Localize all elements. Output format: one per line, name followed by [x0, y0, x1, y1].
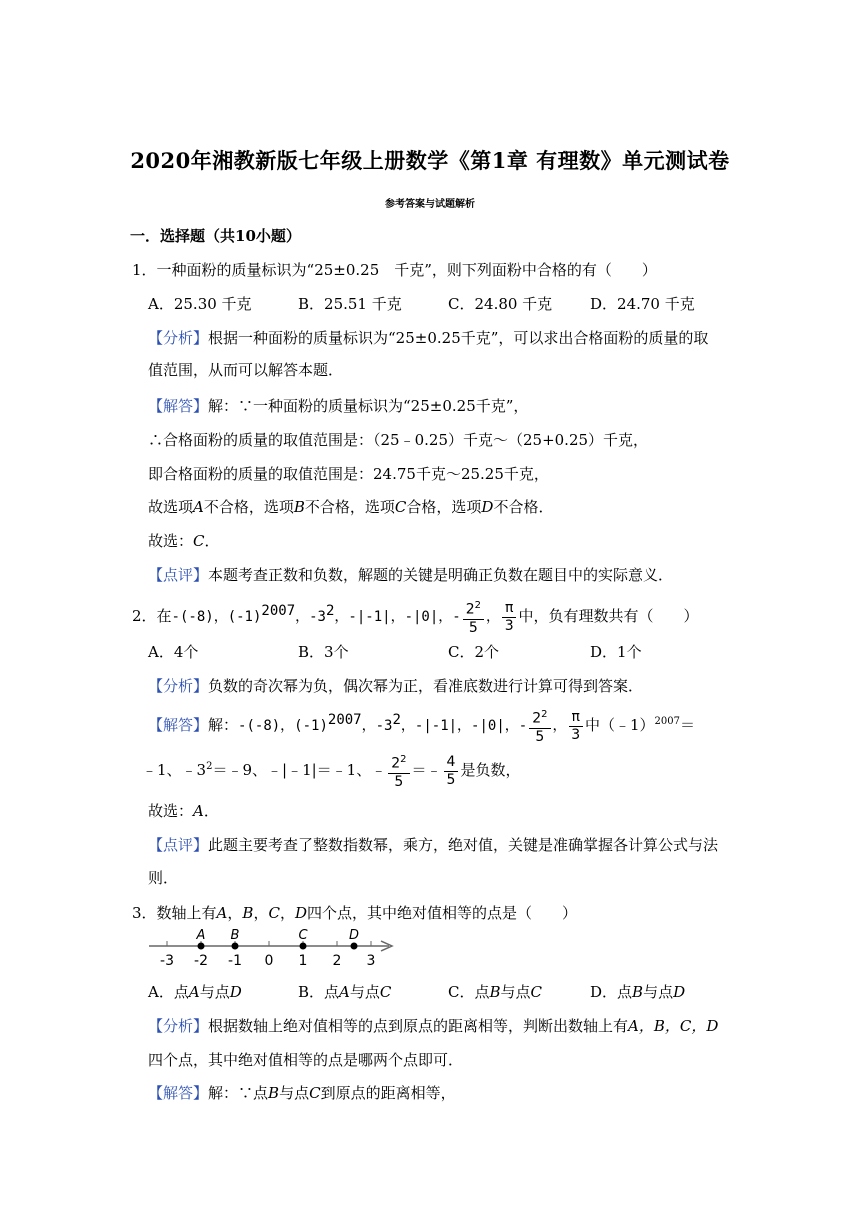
q3-analysis-line2: 四个点，其中绝对值相等的点是哪两个点即可． [148, 1051, 464, 1069]
q1-answer-line2: ∴合格面粉的质量的取值范围是：（25﹣0.25）千克～（25+0.25）千克， [148, 431, 649, 449]
text: D．点 [590, 983, 633, 1001]
text: 与点 [199, 983, 230, 1001]
text: D [229, 983, 242, 1001]
fraction [444, 754, 459, 789]
math-expression: -(-8)，(-1) [238, 718, 328, 734]
q2-option-b: B．3个 [298, 643, 349, 661]
axis-point-label: D [348, 928, 360, 943]
q3-answer [148, 1082, 456, 1103]
text: C [193, 532, 205, 550]
text: A [188, 983, 200, 1001]
exponent: 2007 [327, 712, 362, 728]
q1-choice [148, 530, 220, 551]
text: 2 [465, 601, 475, 618]
text: 到原点的距离相等， [320, 1084, 456, 1102]
axis-point [198, 943, 205, 950]
text: 5 [535, 728, 545, 745]
exponent: 2007 [654, 716, 680, 727]
q2-analysis-text: 负数的奇次幂为负，偶次幂为正，看准底数进行计算可得到答案． [208, 677, 644, 695]
q2-stem [132, 594, 698, 637]
text: B [293, 498, 305, 516]
text: ＝﹣ [411, 761, 442, 779]
text: 3．数轴上有 [132, 904, 217, 922]
fraction [529, 706, 550, 746]
q3-option-b [298, 981, 448, 1002]
exponent: 2 [400, 754, 407, 766]
text: A [339, 983, 350, 1001]
analysis-tag: 【分析】 [148, 329, 209, 347]
text: 故选项 [148, 498, 194, 516]
q2-option-a: A．4个 [148, 643, 199, 661]
axis-tick-label: 0 [264, 953, 274, 969]
exponent: 2 [325, 603, 335, 619]
q2-answer [148, 703, 695, 746]
text: 解：∵点 [208, 1084, 269, 1102]
answer-tag: 【解答】 [148, 397, 209, 415]
text: 不合格． [493, 498, 554, 516]
text: C [394, 498, 407, 516]
axis-tick-label: -2 [194, 953, 208, 969]
document-subtitle: 参考答案与试题解析 [385, 199, 475, 210]
text: B [268, 1084, 280, 1102]
q1-analysis-line2: 值范围，从而可以解答本题． [148, 361, 344, 379]
q1-option-d: D．24.70 千克 [590, 295, 695, 313]
text: 5 [468, 619, 478, 636]
math-expression: ，-3 [361, 718, 393, 734]
q1-answer-line4 [148, 496, 553, 517]
text: 5 [446, 771, 456, 788]
q1-option-c: C．24.80 千克 [448, 295, 553, 313]
axis-tick-label: -3 [160, 953, 174, 969]
text: 解： [208, 716, 239, 734]
text: B [489, 983, 501, 1001]
q2-answer-line2 [142, 750, 520, 791]
q3-analysis [148, 1015, 718, 1036]
q1-analysis-text: 根据一种面粉的质量标识为“25±0.25千克”，可以求出合格面粉的质量的取 [208, 329, 709, 347]
q2-choice [148, 800, 219, 821]
answer-tag: 【解答】 [148, 716, 209, 734]
q1-option-b: B．25.51 千克 [298, 295, 402, 313]
text: A，B，C，D [628, 1017, 719, 1035]
exponent: 2007 [261, 603, 296, 619]
text: ＝ [679, 716, 695, 734]
exponent: 2 [206, 761, 213, 772]
text: C [530, 983, 543, 1001]
text: 3 [504, 617, 514, 634]
text: 中（﹣1） [584, 716, 655, 734]
text: D [481, 498, 494, 516]
text: 与点 [643, 983, 674, 1001]
text: ， [552, 718, 567, 734]
q1-answer-line3: 即合格面粉的质量的取值范围是：24.75千克～25.25千克， [148, 465, 549, 483]
q2-comment-line2: 则． [148, 869, 179, 887]
text: ， [227, 904, 243, 922]
q2-option-c: C．2个 [448, 643, 500, 661]
comment-tag: 【点评】 [148, 836, 209, 854]
text: ． [204, 532, 220, 550]
fraction [569, 709, 583, 744]
text: B．点 [298, 983, 340, 1001]
text: ． [203, 802, 219, 820]
text: A [216, 904, 228, 922]
q1-option-a: A．25.30 千克 [148, 295, 252, 313]
text: A [193, 498, 204, 516]
text: ， [253, 904, 269, 922]
text: 与点 [349, 983, 380, 1001]
axis-point-label: C [298, 928, 308, 943]
text: C [268, 904, 280, 922]
text: ， [486, 609, 501, 625]
text: C [379, 983, 392, 1001]
math-expression: ，-|-1|，-|0|，- [400, 718, 528, 734]
text: 2．在 [132, 607, 172, 625]
number-line [145, 924, 405, 972]
text: B [632, 983, 644, 1001]
text: π [569, 709, 583, 727]
math-expression: ，-3 [295, 609, 326, 625]
axis-tick-label: 3 [366, 953, 376, 969]
q1-comment-text: 本题考查正数和负数，解题的关键是明确正负数在题目中的实际意义． [208, 566, 674, 584]
text: 4 [444, 754, 459, 772]
q1-answer [148, 395, 528, 416]
q3-stem [132, 902, 577, 923]
fraction [463, 597, 484, 637]
document-title: 2020年湘教新版七年级上册数学《第1章 有理数》单元测试卷 [130, 148, 730, 173]
q2-comment [148, 834, 718, 855]
text: 5 [394, 773, 404, 790]
axis-tick-label: -1 [228, 953, 242, 969]
q1-comment [148, 564, 673, 585]
axis-point-label: B [230, 928, 240, 943]
q3-option-c [448, 981, 590, 1002]
text: 2 [532, 710, 542, 727]
analysis-tag: 【分析】 [148, 1017, 209, 1035]
text: D [673, 983, 686, 1001]
text: ＝﹣9、﹣|﹣1|＝﹣1、﹣ [212, 761, 387, 779]
text: C．点 [448, 983, 490, 1001]
axis-point-label: A [196, 928, 206, 943]
text: 合格，选项 [406, 498, 482, 516]
axis-point [232, 943, 239, 950]
text: A．点 [148, 983, 189, 1001]
axis-point [300, 943, 307, 950]
q2-option-d: D．1个 [590, 643, 642, 661]
fraction [502, 600, 516, 635]
exponent: 2 [392, 712, 401, 728]
text: 不合格，选项 [203, 498, 294, 516]
text: D [294, 904, 307, 922]
text: 故选： [148, 802, 194, 820]
text: 中，负有理数共有（ ） [518, 607, 699, 625]
axis-tick-label: 2 [332, 953, 342, 969]
q3-options [148, 981, 685, 1002]
comment-tag: 【点评】 [148, 566, 209, 584]
text: 与点 [500, 983, 531, 1001]
exponent: 2 [474, 600, 482, 612]
q2-options [148, 641, 642, 662]
q1-answer-text: 解：∵一种面粉的质量标识为“25±0.25千克”， [208, 397, 529, 415]
text: ﹣1、﹣3 [142, 761, 207, 779]
text: 四个点，其中绝对值相等的点是（ ） [306, 904, 577, 922]
q1-analysis [148, 327, 708, 348]
section-heading: 一．选择题（共10小题） [130, 227, 301, 245]
q3-analysis-text: 根据数轴上绝对值相等的点到原点的距离相等，判断出数轴上有 [208, 1017, 629, 1035]
q3-option-d [590, 981, 685, 1002]
q1-stem: 1．一种面粉的质量标识为“25±0.25 千克”，则下列面粉中合格的有（ ） [132, 261, 657, 279]
math-expression: -(-8)，(-1) [171, 609, 262, 625]
text: B [242, 904, 254, 922]
text: 2 [391, 755, 401, 772]
q2-analysis [148, 675, 643, 696]
q3-option-a [148, 981, 298, 1002]
math-expression: ，-|-1|，-|0|，- [334, 609, 461, 625]
text: 3 [571, 726, 581, 743]
q2-comment-text: 此题主要考查了整数指数幂，乘方，绝对值，关键是准确掌握各计算公式与法 [208, 836, 719, 854]
axis-point [351, 943, 358, 950]
answer-tag: 【解答】 [148, 1084, 209, 1102]
text: ， [279, 904, 295, 922]
fraction [388, 751, 409, 791]
text: C [309, 1084, 321, 1102]
text: 与点 [279, 1084, 310, 1102]
exponent: 2 [541, 709, 548, 721]
text: π [502, 600, 516, 618]
text: A [193, 802, 204, 820]
text: 是负数， [460, 761, 521, 779]
analysis-tag: 【分析】 [148, 677, 209, 695]
text: 故选： [148, 532, 194, 550]
text: 不合格，选项 [304, 498, 395, 516]
axis-tick-label: 1 [298, 953, 308, 969]
q1-options [148, 293, 695, 314]
